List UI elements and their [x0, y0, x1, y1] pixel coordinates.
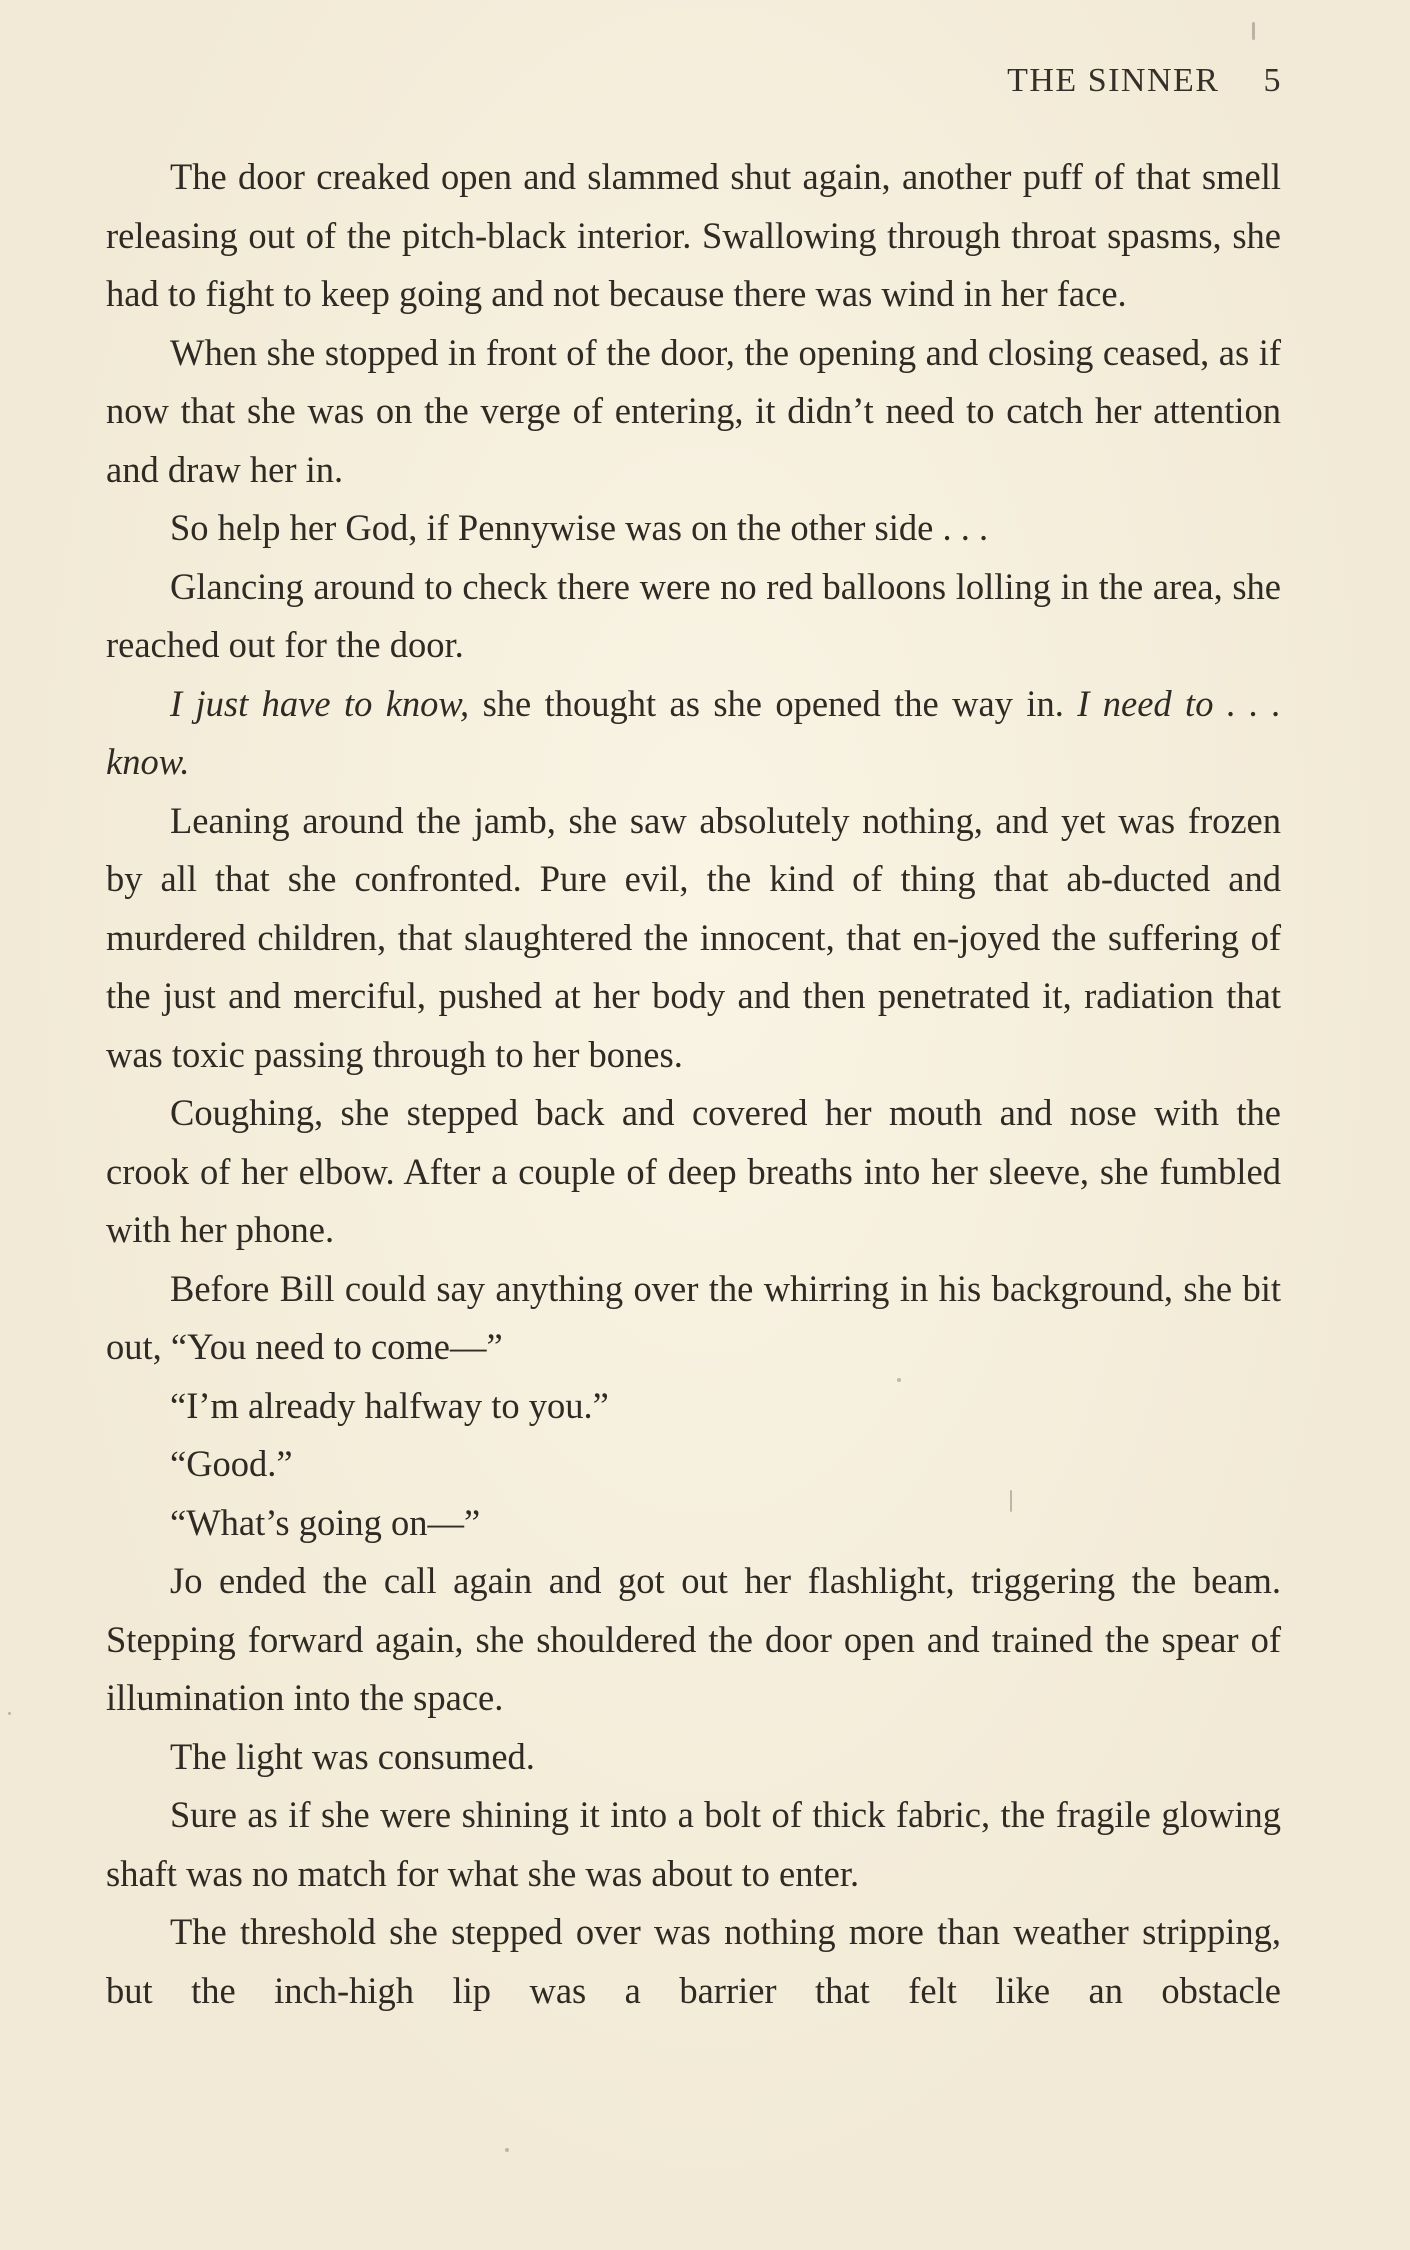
paragraph: “Good.”	[170, 1443, 293, 1484]
paper-speck	[8, 1712, 11, 1715]
narration: she thought as she opened the way in.	[469, 682, 1078, 724]
paragraph: “I’m already halfway to you.”	[170, 1384, 609, 1426]
paragraph: Coughing, she stepped back and covered her mouth and nose with the crook of her elbow. After a couple of deep breaths into her sleeve, she fumbled with her phone.	[106, 1092, 1281, 1250]
paper-speck	[505, 2148, 509, 2152]
paragraph: Glancing around to check there were no red balloons lolling in the area, she reached out for the door.	[106, 565, 1281, 665]
running-title: THE SINNER	[1007, 62, 1220, 99]
paper-speck	[897, 1378, 901, 1382]
paragraph: Jo ended the call again and got out her flashlight, triggering the beam. Stepping forward again, she shouldered the door open and trained the spear of illumination into the space.	[106, 1560, 1281, 1718]
paragraph: The threshold she stepped over was nothing more than weather stripping, but the inch-high lip was a barrier that felt like an obstacle	[106, 1911, 1281, 2011]
body-text	[106, 148, 1281, 2020]
paragraph: The light was consumed.	[170, 1735, 535, 1777]
paragraph: Before Bill could say anything over the whirring in his background, she bit out, “You need to come—”	[106, 1267, 1281, 1367]
paragraph: Leaning around the jamb, she saw absolutely nothing, and yet was frozen by all that she confronted. Pure evil, the kind of thing that ab-ducted and murdered children, that slaughtered the innocent, that en-joyed the suffering of the just and merciful, pushed at her body and then penetrated it, radiation that was toxic passing through to her bones.	[106, 799, 1281, 1075]
paragraph: “What’s going on—”	[170, 1501, 481, 1543]
page-number: 5	[1263, 62, 1282, 99]
paragraph: So help her God, if Pennywise was on the other side . . .	[170, 507, 989, 548]
italic-thought: I need to . . . know.	[106, 682, 1281, 782]
italic-thought: I just have to know,	[170, 682, 470, 724]
paragraph: Sure as if she were shining it into a bolt of thick fabric, the fragile glowing shaft was no match for what she was about to enter.	[106, 1794, 1281, 1894]
paper-speck	[1010, 1490, 1012, 1512]
running-head	[1007, 62, 1282, 100]
paragraph	[106, 675, 1281, 792]
paper-speck	[1252, 22, 1255, 40]
paragraph: When she stopped in front of the door, the opening and closing ceased, as if now that she was on the verge of entering, it didn’t need to catch her attention and draw her in.	[106, 331, 1281, 490]
paragraph: The door creaked open and slammed shut again, another puff of that smell releasing out of the pitch-black interior. Swallowing through throat spasms, she had to fight to keep going and not because there was wind in her face.	[106, 156, 1281, 314]
